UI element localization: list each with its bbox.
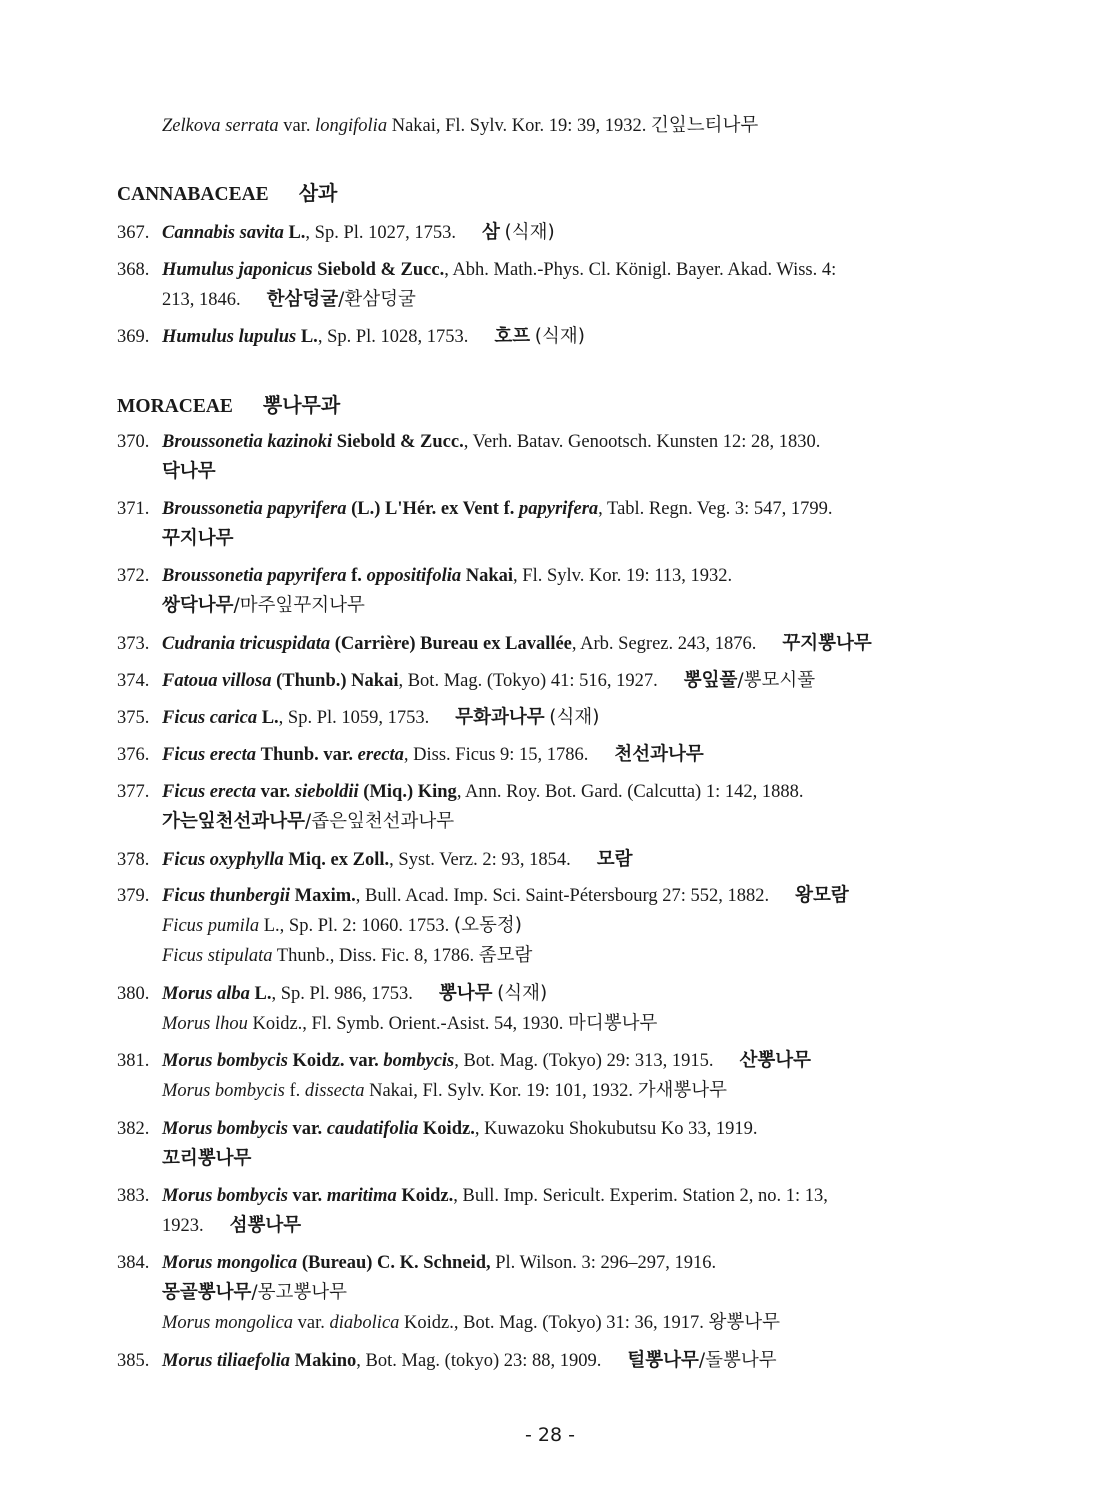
citation: , Sp. Pl. 1027, 1753. bbox=[305, 223, 457, 243]
korean-name: 몽골뽕나무 bbox=[162, 1282, 252, 1303]
citation: , Syst. Verz. 2: 93, 1854. bbox=[389, 850, 571, 870]
family-heading bbox=[117, 389, 340, 418]
korean-name: 가는잎천선과나무 bbox=[162, 811, 305, 832]
citation: , Bull. Imp. Sericult. Experim. Station 2, no. 1: 13, bbox=[453, 1186, 828, 1206]
note: (식재) bbox=[504, 222, 555, 243]
citation: , Fl. Sylv. Kor. 19: 113, 1932. bbox=[513, 566, 733, 586]
author: Koidz. bbox=[422, 1119, 475, 1139]
korean-name: 모람 bbox=[596, 849, 633, 870]
entry-number: 380. bbox=[117, 984, 150, 1004]
korean-name: 섬뽕나무 bbox=[229, 1215, 302, 1236]
korean-name: 긴잎느티나무 bbox=[651, 115, 759, 136]
species-entry-374 bbox=[117, 666, 987, 696]
infra-name: maritima bbox=[326, 1186, 397, 1206]
citation: , Diss. Ficus 9: 15, 1786. bbox=[403, 745, 589, 765]
citation: Nakai, Fl. Sylv. Kor. 19: 39, 1932. bbox=[391, 116, 647, 136]
entry-number: 379. bbox=[117, 886, 150, 906]
species-entry-381 bbox=[117, 1046, 987, 1106]
synonym-name: Ficus stipulata bbox=[162, 946, 273, 966]
infra-name: sieboldii bbox=[294, 782, 359, 802]
entry-number: 370. bbox=[117, 432, 150, 452]
species-entry-380 bbox=[117, 979, 987, 1039]
synonym-line bbox=[162, 114, 758, 138]
species-name: Morus bombycis bbox=[162, 1119, 288, 1139]
species-entry-385 bbox=[117, 1346, 987, 1376]
citation: , Ann. Roy. Bot. Gard. (Calcutta) 1: 142, 1888. bbox=[456, 782, 804, 802]
entry-number: 372. bbox=[117, 566, 150, 586]
species-entry-372 bbox=[117, 561, 987, 621]
synonym-citation: Nakai, Fl. Sylv. Kor. 19: 101, 1932. bbox=[369, 1081, 634, 1101]
author: (Carrière) Bureau ex Lavallée bbox=[334, 634, 572, 654]
infra-name: bombycis bbox=[383, 1051, 455, 1071]
entry-number: 367. bbox=[117, 223, 150, 243]
citation-cont: 1923. bbox=[162, 1216, 204, 1236]
entry-number: 376. bbox=[117, 745, 150, 765]
alt-korean-name: /마주잎꾸지나무 bbox=[233, 595, 365, 616]
species-name: Broussonetia papyrifera bbox=[162, 499, 347, 519]
species-name: Morus tiliaefolia bbox=[162, 1351, 290, 1371]
species-name: Morus mongolica bbox=[162, 1253, 298, 1273]
synonym-name: Morus bombycis bbox=[162, 1081, 285, 1101]
entry-number: 374. bbox=[117, 671, 150, 691]
synonym-name: Morus lhou bbox=[162, 1014, 248, 1034]
species-entry-375 bbox=[117, 703, 987, 733]
author: Siebold & Zucc. bbox=[336, 432, 464, 452]
species-name: Broussonetia kazinoki bbox=[162, 432, 333, 452]
citation: , Sp. Pl. 1059, 1753. bbox=[278, 708, 430, 728]
species-name: Ficus thunbergii bbox=[162, 886, 291, 906]
author: Thunb. var. bbox=[260, 745, 354, 765]
rank: var. bbox=[283, 116, 311, 136]
synonym-infra: dissecta bbox=[304, 1081, 365, 1101]
citation: , Kuwazoku Shokubutsu Ko 33, 1919. bbox=[474, 1119, 758, 1139]
species-entry-384 bbox=[117, 1248, 987, 1338]
synonym-infra: diabolica bbox=[329, 1313, 400, 1333]
family-heading bbox=[117, 177, 337, 206]
species-name: Cannabis savita bbox=[162, 223, 284, 243]
citation: , Bot. Mag. (Tokyo) 41: 516, 1927. bbox=[398, 671, 658, 691]
citation: , Verh. Batav. Genootsch. Kunsten 12: 28, 1830. bbox=[463, 432, 821, 452]
synonym-korean: (오동정) bbox=[453, 915, 522, 936]
author: (L.) L'Hér. ex Vent f. bbox=[351, 499, 515, 519]
korean-name: 털뽕나무 bbox=[627, 1350, 699, 1371]
korean-name: 꼬리뽕나무 bbox=[162, 1148, 252, 1169]
species-name: Ficus carica bbox=[162, 708, 258, 728]
species-name: Ficus erecta bbox=[162, 782, 257, 802]
species-entry-371 bbox=[117, 494, 987, 554]
species-name: Morus bombycis bbox=[162, 1051, 288, 1071]
synonym-name: Morus mongolica bbox=[162, 1313, 294, 1333]
synonym-citation: Koidz., Fl. Symb. Orient.-Asist. 54, 1930. bbox=[252, 1014, 564, 1034]
note: (식재) bbox=[549, 707, 600, 728]
species: serrata bbox=[225, 116, 279, 136]
species-entry-379 bbox=[117, 881, 987, 971]
author: Miq. ex Zoll. bbox=[288, 850, 390, 870]
korean-name: 천선과나무 bbox=[614, 744, 704, 765]
species-name: Broussonetia papyrifera bbox=[162, 566, 347, 586]
entry-number: 371. bbox=[117, 499, 150, 519]
species-name: Humulus japonicus bbox=[162, 260, 313, 280]
korean-name: 한삼덩굴 bbox=[266, 289, 339, 310]
synonym-line bbox=[117, 1076, 987, 1106]
note: (식재) bbox=[534, 326, 585, 347]
citation-cont: 213, 1846. bbox=[162, 290, 241, 310]
synonym-korean: 좀모람 bbox=[478, 945, 533, 966]
citation: , Arb. Segrez. 243, 1876. bbox=[571, 634, 757, 654]
synonym-korean: 가새뽕나무 bbox=[637, 1080, 728, 1101]
synonym-rank: f. bbox=[289, 1081, 301, 1101]
infra-name: papyrifera bbox=[519, 499, 599, 519]
synonym-name: Ficus pumila bbox=[162, 916, 260, 936]
korean-name: 꾸지나무 bbox=[162, 528, 234, 549]
synonym-citation: Thunb., Diss. Fic. 8, 1786. bbox=[276, 946, 475, 966]
species-entry-373 bbox=[117, 629, 987, 659]
family-latin: CANNABACEAE bbox=[117, 184, 269, 205]
korean-name: 뽕나무 bbox=[438, 983, 493, 1004]
species-name: Ficus erecta bbox=[162, 745, 257, 765]
citation: , Tabl. Regn. Veg. 3: 547, 1799. bbox=[598, 499, 833, 519]
citation: , Bull. Acad. Imp. Sci. Saint-Pétersbourg 27: 552, 1882. bbox=[355, 886, 770, 906]
species-name: Fatoua villosa bbox=[162, 671, 272, 691]
author: Koidz. var. bbox=[292, 1051, 379, 1071]
entry-number: 369. bbox=[117, 327, 150, 347]
species-entry-378 bbox=[117, 845, 987, 875]
citation: , Bot. Mag. (tokyo) 23: 88, 1909. bbox=[356, 1351, 602, 1371]
family-latin: MORACEAE bbox=[117, 396, 233, 417]
rank: var. bbox=[292, 1186, 323, 1206]
citation: , Abh. Math.-Phys. Cl. Königl. Bayer. Akad. Wiss. 4: bbox=[444, 260, 837, 280]
species-entry-376 bbox=[117, 740, 987, 770]
synonym-citation: L., Sp. Pl. 2: 1060. 1753. bbox=[263, 916, 450, 936]
rank: var. bbox=[292, 1119, 323, 1139]
entry-number: 382. bbox=[117, 1119, 150, 1139]
species-entry-367 bbox=[117, 218, 987, 248]
author: L. bbox=[261, 708, 279, 728]
entry-number: 384. bbox=[117, 1253, 150, 1273]
synonym-korean: 왕뽕나무 bbox=[708, 1312, 780, 1333]
species-entry-377 bbox=[117, 777, 987, 837]
rank: f. bbox=[351, 566, 362, 586]
entry-number: 375. bbox=[117, 708, 150, 728]
entry-number: 378. bbox=[117, 850, 150, 870]
entry-number: 383. bbox=[117, 1186, 150, 1206]
species-entry-383 bbox=[117, 1181, 987, 1241]
synonym-rank: var. bbox=[297, 1313, 325, 1333]
alt-korean-name: /뽕모시풀 bbox=[737, 670, 816, 691]
synonym-line bbox=[117, 911, 987, 941]
alt-korean-name: /몽고뽕나무 bbox=[251, 1282, 347, 1303]
species-entry-368 bbox=[117, 255, 987, 315]
author: (Miq.) King bbox=[363, 782, 457, 802]
author: L. bbox=[300, 327, 318, 347]
citation: , Sp. Pl. 1028, 1753. bbox=[317, 327, 469, 347]
rank: var. bbox=[260, 782, 291, 802]
entry-number: 381. bbox=[117, 1051, 150, 1071]
alt-korean-name: /돌뽕나무 bbox=[698, 1350, 777, 1371]
entry-number: 373. bbox=[117, 634, 150, 654]
species-entry-382 bbox=[117, 1114, 987, 1174]
citation: , Bot. Mag. (Tokyo) 29: 313, 1915. bbox=[454, 1051, 714, 1071]
author: L. bbox=[254, 984, 272, 1004]
korean-name: 산뽕나무 bbox=[739, 1050, 811, 1071]
synonym-citation: Koidz., Bot. Mag. (Tokyo) 31: 36, 1917. bbox=[404, 1313, 704, 1333]
infra-name: longifolia bbox=[315, 116, 388, 136]
author: (Thunb.) Nakai bbox=[276, 671, 399, 691]
author: Maxim. bbox=[294, 886, 356, 906]
species-entry-369 bbox=[117, 322, 987, 352]
family-korean: 뽕나무과 bbox=[262, 393, 341, 417]
author: Siebold & Zucc. bbox=[317, 260, 445, 280]
species-name: Morus alba bbox=[162, 984, 250, 1004]
entry-number: 368. bbox=[117, 260, 150, 280]
species-name: Cudrania tricuspidata bbox=[162, 634, 331, 654]
author: Koidz. bbox=[401, 1186, 454, 1206]
korean-name: 뽕잎풀 bbox=[683, 670, 738, 691]
entry-number: 385. bbox=[117, 1351, 150, 1371]
infra-name: caudatifolia bbox=[326, 1119, 419, 1139]
alt-korean-name: /환삼덩굴 bbox=[338, 289, 416, 310]
alt-korean-name: /좁은잎천선과나무 bbox=[304, 811, 455, 832]
korean-name: 쌍닥나무 bbox=[162, 595, 234, 616]
korean-name: 왕모람 bbox=[795, 885, 849, 906]
author: Nakai bbox=[465, 566, 514, 586]
note: (식재) bbox=[497, 983, 548, 1004]
genus: Zelkova bbox=[162, 116, 221, 136]
citation: , Sp. Pl. 986, 1753. bbox=[271, 984, 413, 1004]
author: (Bureau) C. K. Schneid, bbox=[301, 1253, 491, 1273]
synonym-korean: 마디뽕나무 bbox=[567, 1013, 658, 1034]
synonym-line bbox=[117, 941, 987, 971]
family-korean: 삼과 bbox=[298, 181, 338, 205]
synonym-line bbox=[117, 1308, 987, 1338]
citation: Pl. Wilson. 3: 296–297, 1916. bbox=[490, 1253, 717, 1273]
species-name: Ficus oxyphylla bbox=[162, 850, 284, 870]
synonym-line bbox=[117, 1009, 987, 1039]
species-name: Morus bombycis bbox=[162, 1186, 288, 1206]
author: Makino bbox=[294, 1351, 357, 1371]
korean-name: 호프 bbox=[494, 326, 531, 347]
infra-name: erecta bbox=[357, 745, 404, 765]
species-entry-370 bbox=[117, 427, 987, 487]
page-number: - 28 - bbox=[525, 1424, 575, 1446]
species-name: Humulus lupulus bbox=[162, 327, 297, 347]
entry-number: 377. bbox=[117, 782, 150, 802]
korean-name: 꾸지뽕나무 bbox=[782, 633, 872, 654]
infra-name: oppositifolia bbox=[366, 566, 462, 586]
korean-name: 삼 bbox=[482, 222, 500, 243]
author: L. bbox=[288, 223, 306, 243]
korean-name: 닥나무 bbox=[162, 461, 216, 482]
korean-name: 무화과나무 bbox=[455, 707, 545, 728]
